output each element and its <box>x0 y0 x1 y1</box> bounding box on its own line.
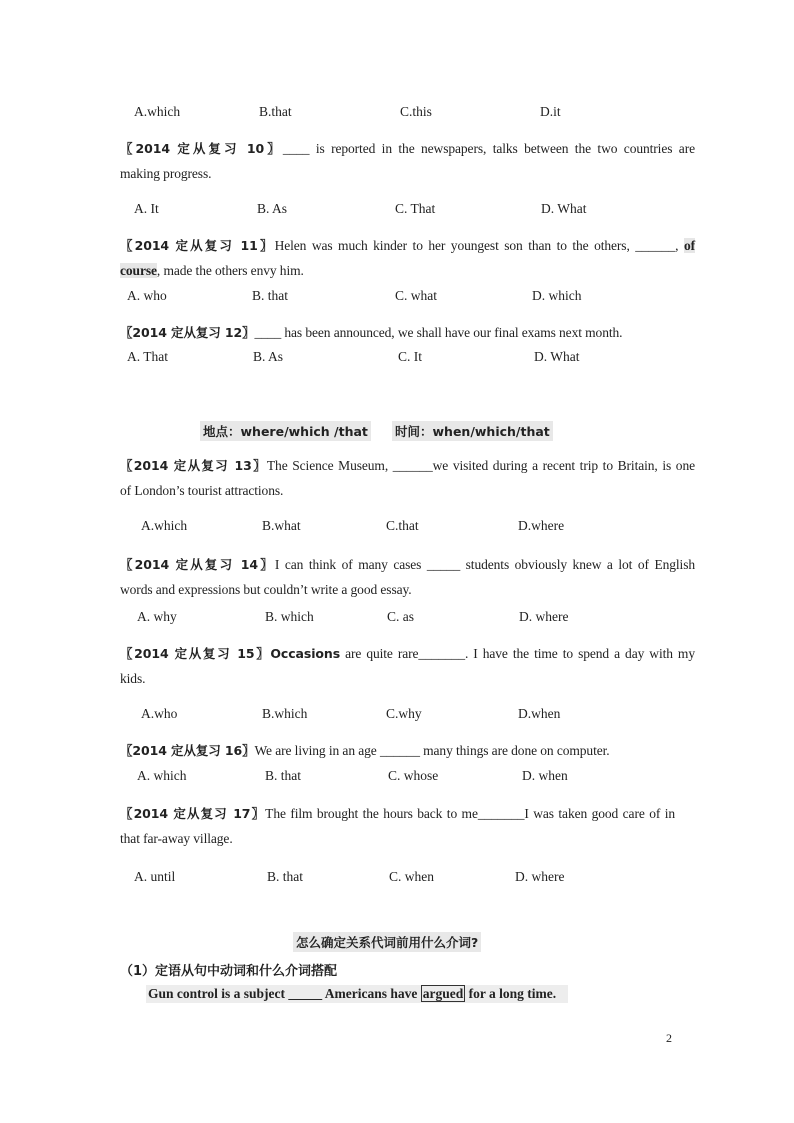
question-tag: 〖2014 定从复习 13〗 <box>120 458 267 473</box>
question-tag: 〖2014 定从复习 11〗 <box>120 238 275 253</box>
q13-option-b: B.what <box>262 518 301 533</box>
question-tag: 〖2014 定从复习 17〗 <box>120 806 266 821</box>
q15-option-d: D.when <box>518 706 561 721</box>
q13-option-a: A.which <box>141 518 188 533</box>
question-13 <box>120 453 695 503</box>
question-text-line1: The film brought the hours back to me_______I was taken good care of in <box>265 806 676 821</box>
question-tag: 〖2014 定从复习 15〗 <box>120 646 271 661</box>
q16-option-c: C. whose <box>388 768 439 783</box>
q15-option-b: B.which <box>262 706 308 721</box>
q14-option-b: B. which <box>265 609 314 624</box>
question-tag: 〖2014 定从复习 10〗 <box>120 141 283 156</box>
question-12 <box>120 320 622 345</box>
highlight-of: of <box>683 238 695 253</box>
q13-option-c: C.that <box>386 518 419 533</box>
q10-option-a: A. It <box>134 201 159 216</box>
question-text-line1: ____ has been announced, we shall have our final exams next month. <box>254 325 623 340</box>
question-text-line2: that far-away village. <box>120 831 233 846</box>
example-sentence <box>146 985 568 1003</box>
q12-option-a: A. That <box>127 349 168 364</box>
q13-option-d: D.where <box>518 518 565 533</box>
bold-word-occasions: Occasions <box>270 646 341 661</box>
highlight-course: course <box>120 263 157 278</box>
section-preposition-heading: 怎么确定关系代词前用什么介词? <box>293 932 481 952</box>
q16-option-b: B. that <box>265 768 301 783</box>
question-text-line1: are quite rare_______. I have the time to spend a day with my <box>345 646 695 661</box>
q12-option-b: B. As <box>253 349 284 364</box>
q10-option-c: C. That <box>395 201 436 216</box>
example-text-before: Gun control is a subject _____ Americans have <box>148 986 421 1001</box>
question-text-line1: ____ is reported in the newspapers, talks between the two countries are <box>282 141 695 156</box>
question-14 <box>120 552 695 602</box>
question-10 <box>120 136 695 186</box>
q16-option-a: A. which <box>137 768 187 783</box>
option-c: C.this <box>400 104 432 119</box>
option-b: B.that <box>259 104 292 119</box>
q16-option-d: D. when <box>522 768 568 783</box>
q11-option-d: D. which <box>532 288 582 303</box>
q17-option-b: B. that <box>267 869 303 884</box>
q12-option-c: C. It <box>398 349 423 364</box>
subsection-heading: （1）定语从句中动词和什么介词搭配 <box>120 964 338 979</box>
question-11 <box>120 233 695 283</box>
question-17 <box>120 801 695 851</box>
example-boxed-verb: argued <box>422 986 464 1001</box>
section-time-heading: 时间：when/which/that <box>392 421 553 441</box>
page-number: 2 <box>666 1031 672 1045</box>
q17-option-d: D. where <box>515 869 565 884</box>
question-text-line1: We are living in an age ______ many things are done on computer. <box>254 743 610 758</box>
question-text-line1: I can think of many cases _____ students obviously knew a lot of English <box>274 557 695 572</box>
question-text-line1: The Science Museum, ______we visited during a recent trip to Britain, is one <box>266 458 695 473</box>
q10-option-b: B. As <box>257 201 288 216</box>
q14-option-c: C. as <box>387 609 414 624</box>
q17-option-c: C. when <box>389 869 434 884</box>
question-text-line2: kids. <box>120 671 146 686</box>
q14-option-a: A. why <box>137 609 177 624</box>
q10-option-d: D. What <box>541 201 587 216</box>
question-tag: 〖2014 定从复习 16〗 <box>120 743 255 758</box>
q11-option-b: B. that <box>252 288 288 303</box>
question-text-line2: of London’s tourist attractions. <box>120 483 284 498</box>
q11-option-c: C. what <box>395 288 437 303</box>
question-text-line2: words and expressions but couldn’t write a good essay. <box>120 582 412 597</box>
question-tag: 〖2014 定从复习 14〗 <box>120 557 275 572</box>
question-tag: 〖2014 定从复习 12〗 <box>120 325 255 340</box>
q15-option-c: C.why <box>386 706 422 721</box>
question-15 <box>120 641 695 691</box>
example-text-after: for a long time. <box>465 986 557 1001</box>
question-16 <box>120 738 610 763</box>
question-text-line1: Helen was much kinder to her youngest son than to the others, ______, <box>274 238 679 253</box>
question-text-line2: , made the others envy him. <box>156 263 304 278</box>
option-a: A.which <box>134 104 181 119</box>
q14-option-d: D. where <box>519 609 569 624</box>
q15-option-a: A.who <box>141 706 178 721</box>
section-place-heading: 地点：where/which /that <box>200 421 371 441</box>
question-text-line2: making progress. <box>120 166 212 181</box>
q11-option-a: A. who <box>127 288 167 303</box>
q12-option-d: D. What <box>534 349 580 364</box>
q17-option-a: A. until <box>134 869 176 884</box>
option-d: D.it <box>540 104 561 119</box>
